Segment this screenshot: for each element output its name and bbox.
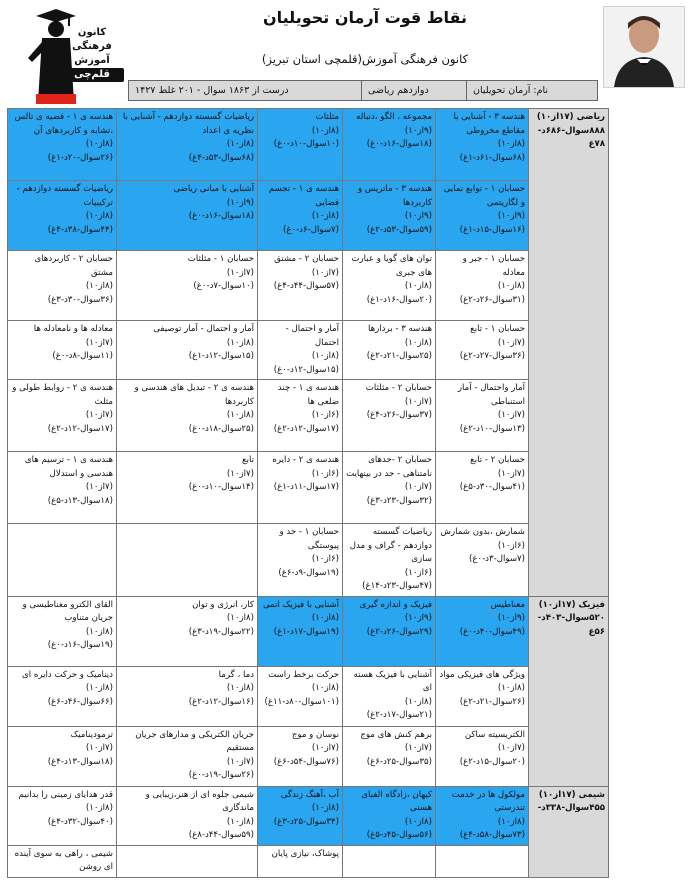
topic-cell [343,726,436,786]
topic-cell [117,380,258,452]
topic-name: آمار واحتمال - آمار استنباطی [457,383,525,407]
topic-cell [258,596,343,666]
topic-cell [8,845,117,877]
topic-name: مجموعه ، الگو ،دنباله [356,112,432,122]
topic-cell [436,321,529,380]
topic-stats: (۱۵سوال-۱۲د-۱غ) [188,351,254,361]
topic-stats: (۱۱سوال-۸د-۰غ) [52,351,113,361]
topic-score: (۷از۱۰) [226,756,254,767]
topic-name: ویژگی های فیزیکی مواد [439,669,525,680]
table-row [8,380,609,452]
topic-stats: (۴۰سوال-۳۲د-۴غ) [47,816,113,827]
table-row [8,321,609,380]
topic-stats: (۱۰۱سوال-۸۰د-۱۱غ) [264,696,339,707]
topic-cell [436,726,529,786]
topic-score: (۷از۱۰) [311,267,339,278]
topic-name: ریاضیات گسسته دوازدهم - آشنایی با نظریه ی اعداد [122,112,254,136]
topic-cell [8,109,117,181]
topic-cell [258,251,343,321]
topic-name: هندسه ی ۲ - تبدیل های هندسی و کاربردها [134,383,254,407]
student-grade: دوازدهم ریاضی [361,81,466,100]
topic-name: مغناطیس [490,599,525,610]
topic-name: القای الکترو مغناطیسی و جریان متناوب [22,599,113,623]
topic-stats: (۱۷سوال-۱۱د-۱غ) [273,482,339,492]
topic-score: (۷از۱۰) [497,337,525,348]
table-row [8,109,609,181]
topic-score: (۸از۱۰) [226,683,254,693]
topic-score: (۸از۱۰) [311,613,339,623]
topic-name: حسابان ۲ - مشتق [274,254,339,264]
topic-score: (۸از۱۰) [497,139,525,149]
topic-name: حسابان ۱ - تابع [470,324,525,334]
subject-label-line: ۴۵۵سوال-۳۳۸د- [537,803,605,813]
student-info-bar [128,80,598,101]
topic-name: مثلثات [315,112,339,122]
topic-name: معادله ها و نامعادله ها [33,324,113,334]
table-row [8,596,609,666]
topic-cell [258,109,343,181]
subject-label-line: شیمی (۱۷از۱۰) [538,789,605,800]
topic-score: (۸از۱۰) [311,683,339,693]
logo-line-4: قلم‌چی [60,68,124,82]
topic-stats: (۵۶سوال-۴۵د-۵غ) [366,830,432,840]
topic-cell [117,251,258,321]
topic-stats: (۳۲سوال-۲۳د-۳غ) [366,495,432,506]
topic-name: آمار و احتمال - احتمال [285,324,339,348]
subject-label [529,786,609,877]
topic-name: پوشاک، نیازی پایان [271,848,339,859]
topic-name: جریان الکتریکی و مدارهای جریان مستقیم [135,729,254,753]
topic-cell [258,380,343,452]
topic-stats: (۲۶سوال-۲۰د-۱غ) [47,152,113,163]
topic-name: کیهان ،زادگاه الفبای هستی [361,789,432,813]
topic-name: حسابان ۱ - جبر و معادله [462,254,525,278]
topic-stats: (۲۵سوال-۲۱د-۲غ) [366,351,432,361]
topic-cell [343,596,436,666]
subject-label-line: ۷۸غ [588,139,605,149]
topic-stats: (۳۵سوال-۲۵د-۶غ) [366,756,432,767]
topic-score: (۹از۱۰) [404,211,432,221]
table-row [8,666,609,726]
table-row [8,726,609,786]
table-row [8,452,609,524]
topic-cell [117,666,258,726]
topic-stats: (۱۸سوال-۱۳د-۴غ) [47,756,113,767]
topic-name: فیزیک و اندازه گیری [359,599,432,610]
topic-cell [343,251,436,321]
topic-name: هندسه ی ۱ - قضیه ی تالس ،تشابه و کاربردهای آن [14,112,113,136]
topic-stats: (۴۹سوال-۴۰د-۰غ) [459,626,525,637]
topic-cell [343,109,436,181]
topic-name: دینامیک و حرکت دایره ای [22,669,113,680]
topic-cell [436,109,529,181]
topic-name: شیمی جلوه ای از هنر،زیبایی و ماندگاری [145,789,254,813]
topic-score: (۸از۱۰) [311,803,339,813]
topic-cell [436,845,529,877]
topic-stats: (۳۶سوال-۲۷د-۲غ) [459,351,525,361]
topic-name: حسابان ۲ -حدهای نامتناهی - حد در بینهایت [346,455,432,479]
topic-name: آشنایی با فیزیک اتمی [263,599,339,610]
topic-cell [117,452,258,524]
topic-cell [258,726,343,786]
topic-cell [343,380,436,452]
topic-stats: (۲۵سوال-۱۸د-۰غ) [188,423,254,434]
topic-score: (۸از۱۰) [85,139,113,149]
topic-name: هندسه ی ۱ - ترسیم های هندسی و استدلال [24,455,113,479]
topic-score: (۸از۱۰) [497,816,525,827]
topic-stats: (۳۷سوال-۲۶د-۴غ) [366,410,432,420]
topic-cell [343,845,436,877]
topic-score: (۸از۱۰) [85,683,113,693]
subject-label-line: ۸۸۸سوال-۶۸۶د- [537,125,605,136]
topic-name: شیمی ، راهی به سوی آینده ای روشن [14,848,113,872]
topic-cell [436,666,529,726]
topic-stats: (۱۵سوال-۱۲د-۰غ) [273,364,339,375]
topic-cell [258,845,343,877]
topic-cell [8,321,117,380]
topic-cell [436,524,529,597]
topic-name: هندسه ۳ - آشنایی با مقاطع مخروطی [453,112,525,136]
topic-cell [117,181,258,251]
topic-name: ریاضیات گسسته دوازدهم - گراف و مدل سازی [349,527,432,564]
topic-score: (۸از۱۰) [226,337,254,348]
topic-name: هندسه ۳ - بردارها [367,324,432,334]
topic-stats: (۱۸سوال-۱۶د-۰غ) [188,211,254,221]
topic-score: (۸از۱۰) [497,281,525,291]
topic-score: (۷از۱۰) [497,743,525,753]
topic-name: هندسه ی ۱ - چند ضلعی ها [277,383,339,407]
topic-stats: (۱۰سوال-۷د-۰غ) [193,281,254,291]
topic-cell [117,321,258,380]
logo-line-1: کانون [77,27,107,38]
subject-label [529,596,609,786]
topic-cell [436,452,529,524]
topic-name: ترمودینامیک [70,729,113,740]
topic-score: (۸از۱۰) [226,410,254,420]
topic-cell [258,786,343,845]
topic-name: هندسه ی ۲ - دایره [272,455,339,465]
topic-score: (۸از۱۰) [311,351,339,361]
topic-stats: (۱۹سوال-۱۷د-۱غ) [273,626,339,637]
topic-name: مولکول ها در خدمت تندرستی [451,789,525,813]
table-row [8,181,609,251]
topic-name: نوسان و موج [291,729,339,740]
topic-stats: (۴۱سوال-۳۰د-۵غ) [459,482,525,492]
topic-score: (۶از۱۰) [404,567,432,578]
topic-score: (۷از۱۰) [85,743,113,753]
topic-cell [8,786,117,845]
topic-score: (۷از۱۰) [85,482,113,492]
topic-stats: (۳۱سوال-۲۶د-۲غ) [459,294,525,305]
topic-name: تابع [242,455,254,465]
topic-cell [343,666,436,726]
topic-name: حسابان ۲ - مثلثات [365,383,432,393]
topic-stats: (۷سوال-۳د-۰غ) [468,554,525,564]
topic-cell [436,596,529,666]
topic-score: (۸از۱۰) [85,626,113,637]
topic-stats: (۵۹سوال-۵۳د-۲غ) [366,224,432,235]
topic-score: (۷از۱۰) [404,396,432,407]
table-row [8,845,609,877]
topic-score: (۷از۱۰) [497,410,525,420]
topic-stats: (۲۰سوال-۱۶د-۱غ) [366,294,432,305]
topic-stats: (۵۹سوال-۴۴د-۸غ) [188,830,254,840]
topic-cell [258,524,343,597]
student-name: نام: آرمان تحویلیان [466,81,597,100]
topic-cell [343,786,436,845]
topic-stats: (۴۷سوال-۲۳د-۱۴غ) [362,581,432,591]
topic-score: (۸از۱۰) [85,211,113,221]
topic-score: (۹از۱۰) [404,125,432,136]
topic-cell [343,452,436,524]
topic-name: قدر هدایای زمینی را بدانیم [18,789,113,800]
topic-name: حرکت برخط راست [268,669,339,680]
topic-name: آشنایی با مبانی ریاضی [173,184,254,194]
student-stats: ۱۴۲۷ درست از ۱۸۶۳ سوال - ۲۰۱ غلط [135,85,289,96]
topic-name: هندسه ی ۲ - روابط طولی و مثلث [12,383,113,407]
topic-score: (۶از۱۰) [311,468,339,479]
student-photo-icon [604,7,684,87]
topic-score: (۶از۱۰) [311,554,339,564]
logo-line-3: آموزش [74,55,110,66]
topic-name: حسابان ۱ - توابع نمایی و لگاریتمی [443,184,525,208]
topic-stats: (۶۸سوال-۵۳د-۴غ) [188,152,254,163]
topic-cell [436,181,529,251]
topic-cell [436,786,529,845]
kanoon-logo [8,6,126,106]
topic-score: (۸از۱۰) [404,696,432,707]
topic-stats: (۱۷سوال-۱۲د-۲غ) [47,423,113,434]
table-row [8,251,609,321]
topic-stats: (۱۸سوال-۱۶د-۰غ) [366,139,432,149]
topic-stats: (۶۶سوال-۴۶د-۶غ) [47,696,113,707]
topic-cell [8,380,117,452]
topic-score: (۹از۱۰) [404,613,432,623]
topic-score: (۸از۱۰) [85,281,113,291]
topic-name: برهم کنش های موج [360,729,432,740]
topic-cell [8,452,117,524]
topic-name: کار، انرژی و توان [192,599,254,610]
topic-stats: (۲۹سوال-۲۶د-۲غ) [366,626,432,637]
topic-name: توان های گویا و عبارت های جبری [351,254,432,278]
topic-name: شمارش ،بدون شمارش [440,527,525,537]
topic-cell [117,726,258,786]
topic-score: (۷از۱۰) [85,337,113,348]
topic-name: حسابان ۲ - کاربردهای مشتق [34,254,113,278]
student-photo [603,6,685,88]
topic-score: (۹از۱۰) [497,613,525,623]
logo-line-2: فرهنگی [72,41,112,52]
topic-name: ریاضیات گسسته دوازدهم - ترکیبیات [16,184,113,208]
topic-score: (۸از۱۰) [497,683,525,693]
topic-score: (۸از۱۰) [226,613,254,623]
topic-stats: (۱۰سوال-۱۰د-۰غ) [273,139,339,149]
subject-label-line: فیزیک (۱۷از۱۰) [538,599,605,610]
topic-score: (۸از۱۰) [226,816,254,827]
topic-score: (۸از۱۰) [404,337,432,348]
topic-stats: (۱۹سوال-۹د-۶غ) [278,567,339,578]
topic-cell [117,596,258,666]
topic-score: (۸از۱۰) [404,816,432,827]
topic-cell-empty [8,524,117,597]
topic-score: (۷از۱۰) [311,743,339,753]
topic-stats: (۲۰سوال-۱۵د-۲غ) [459,756,525,767]
topic-score: (۸از۱۰) [404,281,432,291]
topic-stats: (۲۱سوال-۱۷د-۲غ) [366,710,432,720]
subject-label-line: ریاضی (۱۷از۱۰) [536,112,605,122]
topic-cell [343,524,436,597]
topic-stats: (۲۶سوال-۱۹د-۰غ) [188,770,254,780]
topic-name: دما ، گرما [218,669,254,680]
topic-stats: (۲۲سوال-۱۹د-۳غ) [188,626,254,637]
topic-stats: (۴۴سوال-۳۸د-۴غ) [47,224,113,235]
topic-score: (۷از۱۰) [85,410,113,420]
strengths-table [7,108,609,878]
topic-stats: (۳۴سوال-۲۵د-۳غ) [273,816,339,827]
topic-stats: (۱۸سوال-۱۳د-۵غ) [47,495,113,506]
topic-name: آب ،آهنگ زندگی [280,789,339,800]
topic-cell [8,726,117,786]
topic-cell [8,181,117,251]
topic-stats: (۵۷سوال-۴۴د-۴غ) [273,281,339,291]
topic-stats: (۱۷سوال-۱۲د-۲غ) [273,423,339,434]
topic-cell [8,666,117,726]
topic-stats: (۱۳سوال-۱۰د-۲غ) [459,423,525,434]
topic-score: (۷از۱۰) [404,482,432,492]
topic-name: آشنایی با فیزیک هسته ای [353,669,432,693]
topic-cell [117,786,258,845]
topic-name: هندسه ۳ - ماتریس و کاربردها [358,184,432,208]
topic-score: (۸از۱۰) [311,125,339,136]
topic-score: (۹از۱۰) [497,211,525,221]
topic-score: (۷از۱۰) [226,267,254,278]
topic-score: (۸از۱۰) [85,803,113,813]
topic-name: حسابان ۱ - حد و پیوستگی [279,527,339,551]
topic-score: (۸از۱۰) [311,211,339,221]
topic-cell [8,596,117,666]
topic-cell [258,181,343,251]
topic-score: (۹از۱۰) [226,197,254,208]
topic-score: (۷از۱۰) [404,743,432,753]
table-row [8,524,609,597]
topic-name: آمار و احتمال - آمار توصیفی [153,324,254,334]
topic-cell [343,181,436,251]
subject-label-line: ۵۲۰سوال-۴۰۳د- [537,613,605,623]
topic-cell [436,251,529,321]
table-row [8,786,609,845]
topic-stats: (۱۹سوال-۱۶د-۰غ) [47,640,113,650]
topic-stats: (۱۶سوال-۱۲د-۲غ) [188,696,254,707]
topic-stats: (۶۸سوال-۶۱د-۱غ) [459,152,525,163]
topic-stats: (۱۶سوال-۱۵د-۱غ) [459,224,525,235]
topic-cell [258,666,343,726]
topic-stats: (۲۶سوال-۲۱د-۲غ) [459,696,525,707]
topic-stats: (۳۶سوال-۳۰د-۳غ) [47,294,113,305]
topic-name: حسابان ۲ - تابع [470,455,525,465]
topic-cell [8,251,117,321]
topic-score: (۶از۱۰) [497,540,525,551]
topic-stats: (۷۳سوال-۵۸د-۴غ) [459,830,525,840]
topic-name: هندسه ی ۱ - تجسم فضایی [268,184,339,208]
topic-cell [117,845,258,877]
subject-label [529,109,609,597]
topic-score: (۷از۱۰) [226,468,254,479]
topic-cell [343,321,436,380]
subject-label-line: ۵۶غ [588,626,605,637]
topic-cell [117,109,258,181]
topic-cell [258,452,343,524]
topic-score: (۸از۱۰) [226,139,254,149]
page-title: نقاط قوت آرمان تحویلیان [262,8,467,27]
topic-score: (۶از۱۰) [311,410,339,420]
topic-cell [258,321,343,380]
topic-stats: (۱۴سوال-۱۰د-۰غ) [188,482,254,492]
topic-cell [436,380,529,452]
topic-stats: (۷سوال-۶د-۰غ) [282,224,339,235]
topic-stats: (۷۶سوال-۵۴د-۶غ) [273,756,339,767]
topic-name: حسابان ۱ - مثلثات [187,254,254,264]
topic-cell-empty [117,524,258,597]
topic-name: الکتریسیته ساکن [464,729,525,740]
page-subtitle: کانون فرهنگی آموزش(قلمچی استان تبریز) [261,52,469,66]
topic-score: (۷از۱۰) [497,468,525,479]
